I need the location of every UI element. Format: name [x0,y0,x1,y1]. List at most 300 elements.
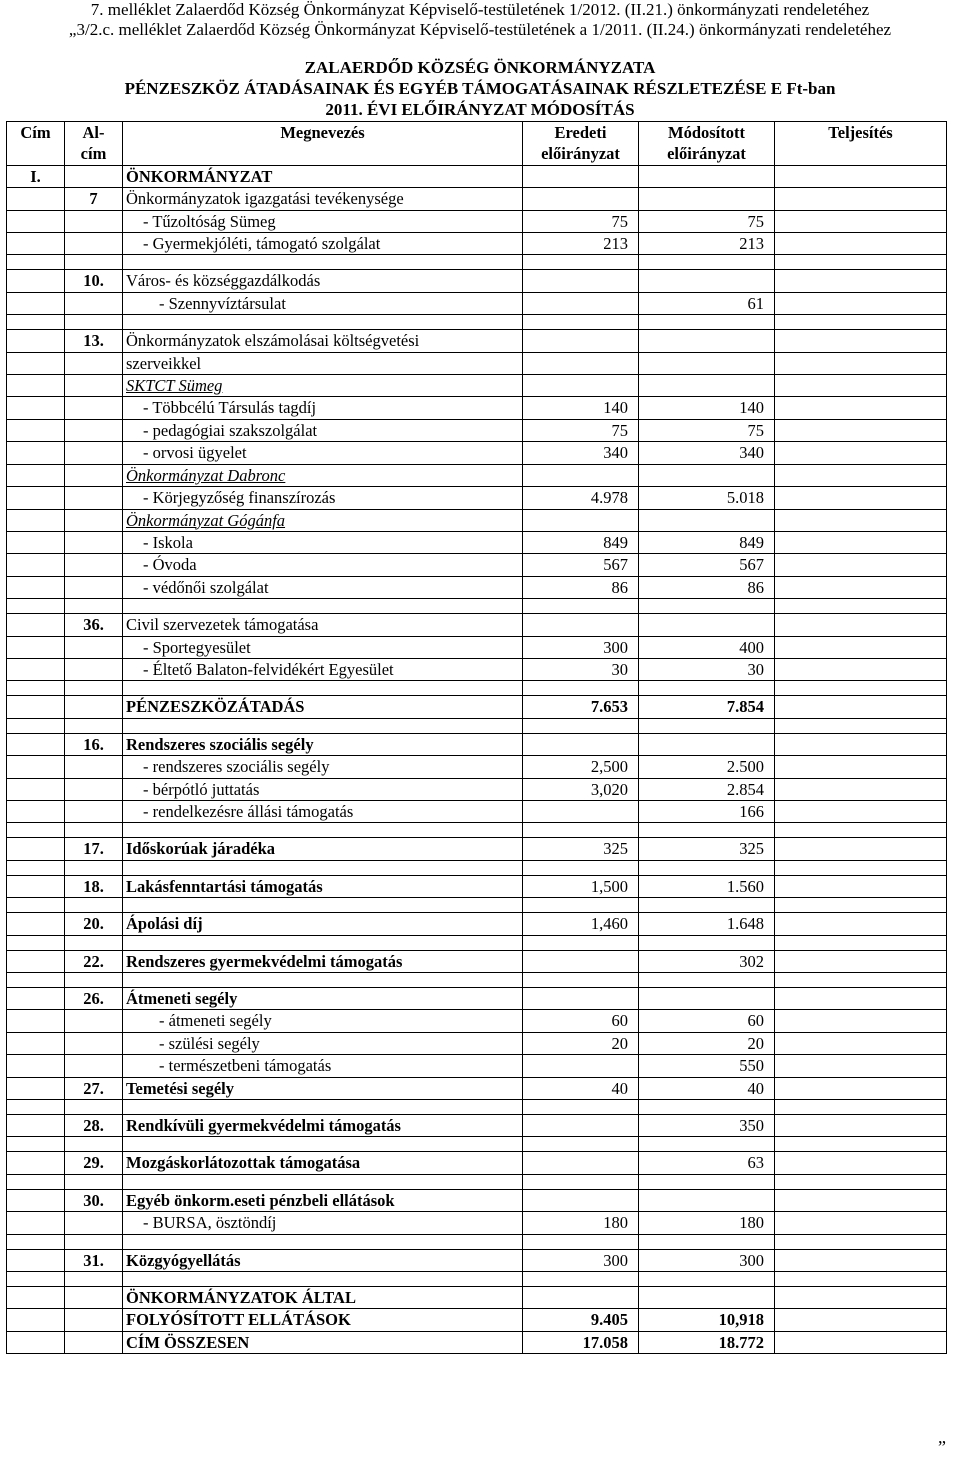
alcim-cell [65,1212,123,1234]
cim-cell [7,1309,65,1331]
spacer-cell [123,1137,523,1152]
fulfilment-cell [775,165,947,187]
spacer-cell [775,823,947,838]
name-cell: CÍM ÖSSZESEN [123,1331,523,1353]
name-cell: - BURSA, ösztöndíj [123,1212,523,1234]
closing-quote-mark: ” [938,1437,946,1457]
cim-cell [7,988,65,1010]
fulfilment-cell [775,419,947,441]
name-cell: PÉNZESZKÖZÁTADÁS [123,696,523,718]
table-row [7,950,947,972]
spacer-cell [65,1272,123,1287]
spacer-cell [123,255,523,270]
modified-estimate-cell: 213 [639,233,775,255]
spacer-cell [65,255,123,270]
spacer-cell [7,1174,65,1189]
fulfilment-cell [775,800,947,822]
col-header-eredeti: Eredeti előirányzat [523,122,639,166]
spacer-cell [123,860,523,875]
spacer-cell [65,898,123,913]
cim-cell [7,636,65,658]
fulfilment-cell [775,464,947,486]
spacer-cell [7,599,65,614]
modified-estimate-cell: 40 [639,1077,775,1099]
modified-estimate-cell: 2.500 [639,756,775,778]
table-header-row [7,122,947,166]
original-estimate-cell: 75 [523,419,639,441]
col-header-modositott: Módosított előirányzat [639,122,775,166]
table-row [7,375,947,397]
alcim-cell [65,1287,123,1309]
spacer-cell [123,898,523,913]
name-cell: - Szennyvíztársulat [123,292,523,314]
table-row [7,614,947,636]
modified-estimate-cell [639,352,775,374]
spacer-cell [7,860,65,875]
cim-cell [7,756,65,778]
cim-cell [7,800,65,822]
table-row [7,233,947,255]
table-row [7,397,947,419]
spacer-cell [523,255,639,270]
alcim-cell [65,1055,123,1077]
spacer-cell [639,1234,775,1249]
modified-estimate-cell: 325 [639,838,775,860]
fulfilment-cell [775,554,947,576]
original-estimate-cell: 30 [523,658,639,680]
original-estimate-cell: 300 [523,1249,639,1271]
spacer-cell [639,973,775,988]
original-estimate-cell: 2,500 [523,756,639,778]
spacer-cell [7,1100,65,1115]
fulfilment-cell [775,778,947,800]
table-spacer-row [7,718,947,733]
fulfilment-cell [775,509,947,531]
original-estimate-cell [523,188,639,210]
fulfilment-cell [775,210,947,232]
spacer-cell [639,255,775,270]
cim-cell: I. [7,165,65,187]
spacer-cell [775,898,947,913]
table-spacer-row [7,255,947,270]
table-row [7,1287,947,1309]
fulfilment-cell [775,188,947,210]
spacer-cell [7,718,65,733]
spacer-cell [523,1234,639,1249]
original-estimate-cell: 325 [523,838,639,860]
modified-estimate-cell: 302 [639,950,775,972]
spacer-cell [65,681,123,696]
name-cell: Átmeneti segély [123,988,523,1010]
modified-estimate-cell [639,509,775,531]
alcim-cell [65,352,123,374]
table-row [7,531,947,553]
original-estimate-cell: 567 [523,554,639,576]
table-row [7,576,947,598]
table-row [7,165,947,187]
title-line-2: PÉNZESZKÖZ ÁTADÁSAINAK ÉS EGYÉB TÁMOGATÁSAINAK RÉSZLETEZÉSE E Ft-ban [124,79,836,98]
table-row [7,487,947,509]
name-cell: - Többcélú Társulás tagdíj [123,397,523,419]
table-row [7,188,947,210]
name-cell: Lakásfenntartási támogatás [123,875,523,897]
table-spacer-row [7,681,947,696]
original-estimate-cell: 213 [523,233,639,255]
modified-estimate-cell [639,270,775,292]
modified-estimate-cell: 567 [639,554,775,576]
cim-cell [7,614,65,636]
alcim-cell: 18. [65,875,123,897]
modified-estimate-cell: 550 [639,1055,775,1077]
spacer-cell [775,255,947,270]
alcim-cell [65,636,123,658]
fulfilment-cell [775,375,947,397]
name-cell: Mozgáskorlátozottak támogatása [123,1152,523,1174]
modified-estimate-cell: 350 [639,1115,775,1137]
original-estimate-cell: 75 [523,210,639,232]
name-cell: - bérpótló juttatás [123,778,523,800]
spacer-cell [523,935,639,950]
cim-cell [7,913,65,935]
fulfilment-cell [775,330,947,352]
table-row [7,1212,947,1234]
spacer-cell [775,1234,947,1249]
alcim-cell [65,1032,123,1054]
cim-cell [7,1055,65,1077]
table-row [7,756,947,778]
budget-table [6,121,947,1354]
fulfilment-cell [775,576,947,598]
name-cell: Közgyógyellátás [123,1249,523,1271]
spacer-cell [639,860,775,875]
cim-cell [7,442,65,464]
spacer-cell [65,1174,123,1189]
original-estimate-cell [523,165,639,187]
modified-estimate-cell: 849 [639,531,775,553]
fulfilment-cell [775,1249,947,1271]
table-row [7,1189,947,1211]
spacer-cell [123,681,523,696]
fulfilment-cell [775,1212,947,1234]
original-estimate-cell [523,800,639,822]
spacer-cell [523,1100,639,1115]
name-cell: Időskorúak járadéka [123,838,523,860]
spacer-cell [65,935,123,950]
table-row [7,733,947,755]
cim-cell [7,1010,65,1032]
fulfilment-cell [775,1331,947,1353]
spacer-cell [639,681,775,696]
table-row [7,875,947,897]
table-spacer-row [7,1137,947,1152]
spacer-cell [7,315,65,330]
table-row [7,838,947,860]
cim-cell [7,576,65,598]
fulfilment-cell [775,756,947,778]
cim-cell [7,292,65,314]
name-cell: Önkormányzatok igazgatási tevékenysége [123,188,523,210]
table-row [7,658,947,680]
name-cell: Temetési segély [123,1077,523,1099]
name-cell: Civil szervezetek támogatása [123,614,523,636]
cim-cell [7,1331,65,1353]
spacer-cell [775,599,947,614]
spacer-cell [775,1174,947,1189]
spacer-cell [65,1234,123,1249]
alcim-cell [65,419,123,441]
spacer-cell [123,315,523,330]
cim-cell [7,188,65,210]
spacer-cell [639,599,775,614]
alcim-cell: 36. [65,614,123,636]
name-cell: - Körjegyzőség finanszírozás [123,487,523,509]
fulfilment-cell [775,1189,947,1211]
cim-cell [7,419,65,441]
original-estimate-cell [523,1055,639,1077]
table-row [7,1249,947,1271]
fulfilment-cell [775,1010,947,1032]
modified-estimate-cell: 5.018 [639,487,775,509]
table-row [7,1152,947,1174]
name-cell: ÖNKORMÁNYZAT [123,165,523,187]
modified-estimate-cell: 2.854 [639,778,775,800]
fulfilment-cell [775,988,947,1010]
spacer-cell [7,1272,65,1287]
name-cell: Város- és községgazdálkodás [123,270,523,292]
spacer-cell [65,823,123,838]
alcim-cell [65,165,123,187]
name-cell: Rendszeres gyermekvédelmi támogatás [123,950,523,972]
name-cell: - rendelkezésre állási támogatás [123,800,523,822]
alcim-cell [65,509,123,531]
alcim-cell: 20. [65,913,123,935]
name-cell: Önkormányzatok elszámolásai költségvetési [123,330,523,352]
fulfilment-cell [775,838,947,860]
original-estimate-cell: 340 [523,442,639,464]
cim-cell [7,875,65,897]
table-row [7,1309,947,1331]
alcim-cell [65,397,123,419]
spacer-cell [775,681,947,696]
header-line-2: „3/2.c. melléklet Zalaerdőd Község Önkormányzat Képviselő-testületének a 1/2011. (II.24.) önkormányzati rendeletéhez [68,20,892,39]
spacer-cell [65,599,123,614]
spacer-cell [639,898,775,913]
name-cell: Önkormányzat Dabronc [123,464,523,486]
spacer-cell [639,935,775,950]
original-estimate-cell: 40 [523,1077,639,1099]
modified-estimate-cell [639,733,775,755]
modified-estimate-cell [639,464,775,486]
alcim-cell: 27. [65,1077,123,1099]
table-spacer-row [7,935,947,950]
spacer-cell [123,1234,523,1249]
original-estimate-cell: 140 [523,397,639,419]
table-spacer-row [7,315,947,330]
document-header [0,0,960,40]
fulfilment-cell [775,658,947,680]
name-cell: Ápolási díj [123,913,523,935]
cim-cell [7,778,65,800]
alcim-cell [65,442,123,464]
spacer-cell [65,718,123,733]
spacer-cell [523,823,639,838]
table-row [7,1077,947,1099]
spacer-cell [7,255,65,270]
original-estimate-cell: 300 [523,636,639,658]
alcim-cell [65,800,123,822]
alcim-cell [65,464,123,486]
original-estimate-cell [523,614,639,636]
table-row [7,419,947,441]
modified-estimate-cell: 86 [639,576,775,598]
fulfilment-cell [775,614,947,636]
name-cell: FOLYÓSÍTOTT ELLÁTÁSOK [123,1309,523,1331]
modified-estimate-cell: 300 [639,1249,775,1271]
name-cell: - Iskola [123,531,523,553]
modified-estimate-cell: 166 [639,800,775,822]
table-spacer-row [7,860,947,875]
table-row [7,696,947,718]
original-estimate-cell: 17.058 [523,1331,639,1353]
spacer-cell [7,935,65,950]
cim-cell [7,1152,65,1174]
spacer-cell [775,1137,947,1152]
table-row [7,1055,947,1077]
fulfilment-cell [775,636,947,658]
fulfilment-cell [775,696,947,718]
spacer-cell [639,1174,775,1189]
spacer-cell [123,1272,523,1287]
original-estimate-cell [523,352,639,374]
alcim-cell [65,554,123,576]
spacer-cell [523,315,639,330]
fulfilment-cell [775,397,947,419]
spacer-cell [775,973,947,988]
alcim-cell [65,531,123,553]
alcim-cell [65,210,123,232]
cim-cell [7,509,65,531]
cim-cell [7,464,65,486]
name-cell: SKTCT Sümeg [123,375,523,397]
spacer-cell [123,718,523,733]
alcim-cell [65,1309,123,1331]
spacer-cell [123,973,523,988]
fulfilment-cell [775,1115,947,1137]
fulfilment-cell [775,1287,947,1309]
modified-estimate-cell: 20 [639,1032,775,1054]
original-estimate-cell [523,1189,639,1211]
name-cell: - védőnői szolgálat [123,576,523,598]
spacer-cell [523,681,639,696]
modified-estimate-cell: 18.772 [639,1331,775,1353]
table-spacer-row [7,1174,947,1189]
modified-estimate-cell: 30 [639,658,775,680]
table-row [7,913,947,935]
name-cell: ÖNKORMÁNYZATOK ÁLTAL [123,1287,523,1309]
modified-estimate-cell: 75 [639,210,775,232]
cim-cell [7,554,65,576]
alcim-cell: 28. [65,1115,123,1137]
col-header-cim: Cím [7,122,65,166]
table-row [7,442,947,464]
table-spacer-row [7,1234,947,1249]
original-estimate-cell [523,1152,639,1174]
fulfilment-cell [775,531,947,553]
cim-cell [7,1077,65,1099]
original-estimate-cell [523,330,639,352]
spacer-cell [523,973,639,988]
modified-estimate-cell [639,614,775,636]
modified-estimate-cell [639,330,775,352]
col-header-megnevezes: Megnevezés [123,122,523,166]
name-cell: - orvosi ügyelet [123,442,523,464]
alcim-cell [65,756,123,778]
name-cell: - átmeneti segély [123,1010,523,1032]
original-estimate-cell [523,733,639,755]
spacer-cell [7,681,65,696]
original-estimate-cell [523,509,639,531]
spacer-cell [7,973,65,988]
title-line-1: ZALAERDŐD KÖZSÉG ÖNKORMÁNYZATA [304,58,656,77]
cim-cell [7,838,65,860]
spacer-cell [65,860,123,875]
alcim-cell: 29. [65,1152,123,1174]
alcim-cell: 31. [65,1249,123,1271]
spacer-cell [523,1272,639,1287]
table-spacer-row [7,823,947,838]
original-estimate-cell: 60 [523,1010,639,1032]
cim-cell [7,210,65,232]
col-header-alcim: Al- cím [65,122,123,166]
name-cell: Rendkívüli gyermekvédelmi támogatás [123,1115,523,1137]
alcim-cell: 26. [65,988,123,1010]
cim-cell [7,531,65,553]
fulfilment-cell [775,913,947,935]
alcim-cell: 17. [65,838,123,860]
alcim-cell: 16. [65,733,123,755]
table-row [7,554,947,576]
fulfilment-cell [775,733,947,755]
modified-estimate-cell: 180 [639,1212,775,1234]
table-row [7,210,947,232]
table-row [7,1010,947,1032]
original-estimate-cell: 9.405 [523,1309,639,1331]
fulfilment-cell [775,233,947,255]
original-estimate-cell [523,292,639,314]
modified-estimate-cell [639,165,775,187]
alcim-cell: 7 [65,188,123,210]
original-estimate-cell [523,1115,639,1137]
spacer-cell [65,973,123,988]
spacer-cell [639,1100,775,1115]
name-cell: Rendszeres szociális segély [123,733,523,755]
name-cell: - szülési segély [123,1032,523,1054]
cim-cell [7,270,65,292]
col-header-teljesites: Teljesítés [775,122,947,166]
fulfilment-cell [775,352,947,374]
spacer-cell [639,718,775,733]
cim-cell [7,330,65,352]
original-estimate-cell [523,375,639,397]
original-estimate-cell [523,950,639,972]
original-estimate-cell [523,270,639,292]
modified-estimate-cell [639,188,775,210]
spacer-cell [65,1137,123,1152]
modified-estimate-cell: 63 [639,1152,775,1174]
fulfilment-cell [775,1077,947,1099]
spacer-cell [523,718,639,733]
name-cell: - Óvoda [123,554,523,576]
